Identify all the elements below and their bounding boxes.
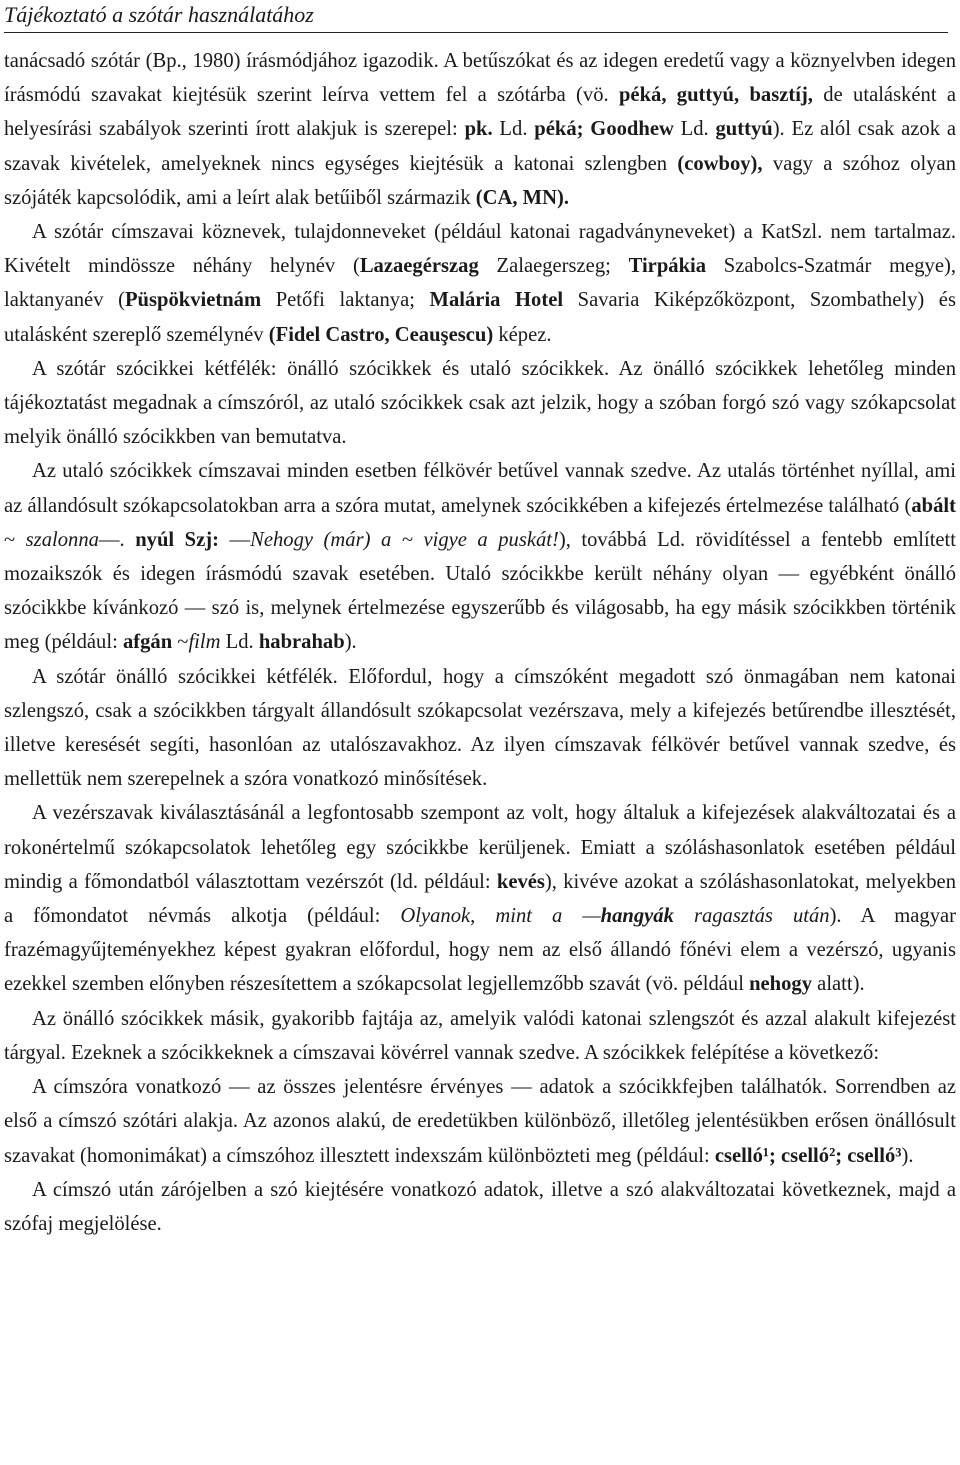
emphasis-text: habrahab [258, 631, 345, 654]
body-text: ). [901, 1144, 914, 1167]
body-text: Az utaló szócikkek címszavai minden esetben félkövér betűvel vannak szedve. Az utalás történhet nyíllal, ami az állandósult szókapcsolatokban arra a szóra mutat, amelynek szócikkében a kifejezés értelmezése található ( [4, 460, 956, 517]
emphasis-text: pk. [464, 118, 493, 141]
body-text: ), kivéve azokat a szóláshasonlatokat, melyekben a főmondatot névmás alkotja (például: [4, 870, 956, 928]
emphasis-text: (CA, MN). [475, 186, 569, 209]
body-text: Zalaegerszeg; [478, 255, 629, 278]
body-text: tanácsadó szótár (Bp., 1980) írásmódjához igazodik. A betűszókat és az idegen eredetű vagy a köznyelvben idegen írásmódú szavakat kiejtésük szerint leírva vettem fel a szótárba (vö. [4, 50, 956, 107]
emphasis-text: péká, guttyú, basztíj, [618, 84, 813, 107]
paragraph-1 [4, 44, 956, 215]
emphasis-text: abált [911, 494, 956, 517]
body-text: ). A magyar frazémagyűjteményekhez képest gyakran előfordul, hogy nem az első állandó főnévi elem a vezérszó, ugyanis ezekkel szemben előnyben részesítettem a szókapcsolat legjellemzőbb szavát (vö. például [4, 905, 956, 996]
body-text: A szótár önálló szócikkei kétfélék. Előfordul, hogy a címszóként megadott szó önmagában nem katonai szlengszó, csak a szócikkben tárgyalt állandósult szókapcsolat vezérszava, mely a kifejezés betűrendbe illesztését, illetve keresését segíti, hasonlóan az utalószavakhoz. Az ilyen címszavak félkövér betűvel vannak szedve, és mellettük nem szerepelnek a szóra vonatkozó minősítések. [4, 665, 956, 791]
document-body [4, 44, 956, 1241]
emphasis-text: Olyanok, mint a — [400, 905, 601, 928]
body-text [174, 529, 185, 551]
emphasis-text: Nehogy (már) a ~ vigye a puskát! [250, 528, 559, 551]
emphasis-text: Szj: [184, 528, 219, 551]
emphasis-text: nyúl [135, 528, 175, 551]
body-text: A szótár szócikkei kétfélék: önálló szócikkek és utaló szócikkek. Az önálló szócikkek lehetőleg minden tájékoztatást megadnak a címszóról, az utaló szócikkek csak azt jelzik, hogy a szóban forgó szó vagy szókapcsolat melyik önálló szócikkben van bemutatva. [4, 357, 956, 449]
body-text: ), továbbá Ld. rövidítéssel a fentebb említett mozaikszók és idegen írásmódú szavak esetében. Utaló szócikkbe került néhány olyan — egyébként önálló szócikkbe kívánkozó — szó is, melynek értelmezése egyszerűbb és világosabb, ha egy másik szócikkben történik meg (például: [4, 528, 956, 654]
paragraph-7 [4, 1002, 956, 1070]
emphasis-text: guttyú [715, 118, 773, 141]
body-text: ~ [172, 631, 189, 654]
paragraph-2 [4, 215, 956, 352]
emphasis-text: Püspökvietnám [124, 289, 262, 312]
body-text: Az önálló szócikkek másik, gyakoribb fajtája az, amelyik valódi katonai szlengszót és azzal alakult kifejezést tárgyal. Ezeknek a szócikkeknek a címszavai kövérrel vannak szedve. A szócikkek felépítése a következő: [4, 1007, 956, 1064]
paragraph-9 [4, 1173, 956, 1241]
paragraph-8 [4, 1070, 956, 1173]
emphasis-text: ragasztás után [673, 905, 830, 928]
body-text: A szótár címszavai köznevek, tulajdonneveket (például katonai ragadványneveket) a KatSzl. nem tartalmaz. Kivételt mindössze néhány helynév ( [4, 221, 956, 278]
emphasis-text: kevés [496, 870, 545, 893]
body-text: — [218, 528, 251, 551]
emphasis-text: Lazaegérszag [359, 255, 479, 278]
paragraph-4 [4, 454, 956, 659]
emphasis-text: nehogy [749, 973, 813, 996]
emphasis-text: (cowboy), [677, 152, 763, 175]
emphasis-text: hangyák [600, 905, 674, 928]
paragraph-5 [4, 660, 956, 797]
body-text: Petőfi laktanya; [261, 289, 430, 312]
body-text: de utalásként a helyesírási szabályok szerinti írott alakjuk is szerepel: [4, 84, 956, 141]
body-text: Ld. [220, 631, 259, 654]
running-header: Tájékoztató a szótár használatához [4, 0, 948, 33]
emphasis-text: szalonna [25, 528, 99, 551]
body-text: Savaria Kiképzőközpont, Szombathely) és utalásként szereplő személynév [4, 289, 956, 346]
body-text: ). [344, 631, 357, 654]
body-text: ~ [4, 528, 26, 551]
paragraph-6 [4, 796, 956, 1001]
emphasis-text: afgán [122, 631, 173, 654]
body-text: alatt). [812, 973, 865, 996]
emphasis-text: film [188, 631, 221, 654]
emphasis-text: Malária Hotel [429, 289, 564, 312]
body-text: —. [98, 528, 136, 551]
body-text: Szabolcs-Szatmár megye), laktanyanév ( [4, 255, 956, 312]
emphasis-text: Tirpákia [628, 255, 707, 278]
emphasis-text: péká; Goodhew [534, 118, 674, 141]
body-text: A vezérszavak kiválasztásánál a legfontosabb szempont az volt, hogy általuk a kifejezések alakváltozatai és a rokonértelmű szókapcsolatok lehetőleg egy szócikkbe kerüljenek. Emiatt a szóláshasonlatok esetében például mindig a főmondatból választottam vezérszót (ld. például: [4, 802, 956, 893]
body-text: ). Ez alól csak azok a szavak kivételek, amelyeknek nincs egységes kiejtésük a katonai szlengben [4, 118, 956, 175]
emphasis-text: (Fidel Castro, Ceauşescu) [268, 323, 494, 346]
body-text: A címszó után zárójelben a szó kiejtésére vonatkozó adatok, illetve a szó alakváltozatai következnek, majd a szófaj megjelölése. [4, 1178, 956, 1235]
body-text: képez. [493, 323, 552, 346]
body-text: Ld. [492, 118, 535, 141]
body-text: Ld. [673, 118, 716, 141]
body-text: A címszóra vonatkozó — az összes jelentésre érvényes — adatok a szócikkfejben találhatók. Sorrendben az első a címszó szótári alakja. Az azonos alakú, de eredetükben különböző, illetőleg jelentésükben erősen önállósult szavakat (homonimákat) a címszóhoz illesztett indexszám különbözteti meg (például: [4, 1076, 956, 1167]
paragraph-3 [4, 352, 956, 455]
body-text: vagy a szóhoz olyan szójáték kapcsolódik, ami a leírt alak betűiből származik [4, 152, 956, 209]
emphasis-text: cselló¹; cselló²; cselló³ [714, 1144, 902, 1167]
